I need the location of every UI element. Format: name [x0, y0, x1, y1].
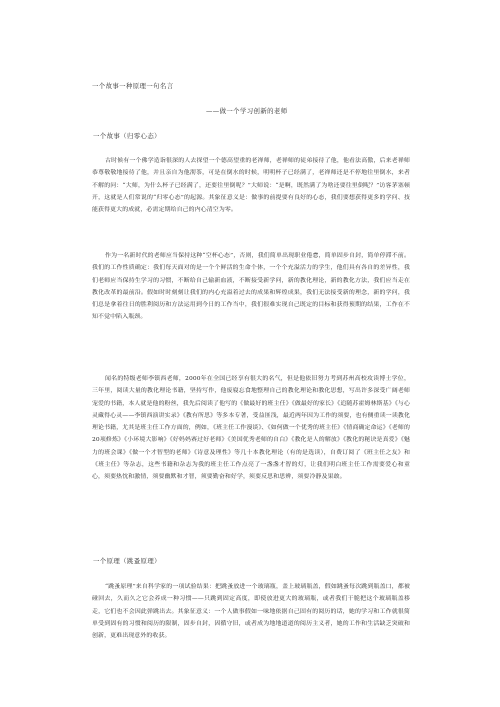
body-paragraph: 古时候有一个佛学造诣很深的人去探望一个德高望重的老禅师，老禅师的徒弟接待了他，他看法高傲，后来老禅师恭尊敬敬地接待了他，并且亲自为他沏茶，可是在倒水的时候，明明杯子已经满了，老禅师还是不停地往里倒水，来者不解的问：“大师，为什么杯子已经满了，还要往里倒呢？”大师说：“是啊，既然满了为啥还要往里倒呢？”访客茅塞顿开，这就是人们常说的“归零心态”的起源。其象征意义是：做事的前提要有良好的心态，我们要想获得更多的学问、技能获得更大的成就，必需定期给自己的内心清空为零。	[92, 158, 410, 214]
section-heading-principle: 一个原理（跳蚤原理）	[93, 557, 161, 565]
body-paragraph: 闻名的特级老师李镇西老师，2000年在全国已经享有很大的名气，但是他依旧努力考到苏州高校攻读博士学位，三年里，阅读大量的教化理论书籍，坚持写作，他废寝忘食地整理自己的教化理论和教化思想，写出许多深受广阔老师宠爱的书籍，本人就是他的粉丝，我先后阅读了他写的《做最好的班主任》《做最好的家长》《追随苏霍姆林斯基》《与心灵藏得心灵——李镇西演讲实录》《教有所思》等多本专著，受益匪浅，最近两年因为工作的须要，也有侧重读一读教化理论书籍，尤其是班主任工作方面的，例如，《班主任工作漫谈》、《如何做一个优秀的班主任》《情商确定命运》《老师的20项修炼》《小环境大影响》《好妈妈赛过好老师》《美国优秀老师的自白》《教化是人的解放》《教化的秘诀是真爱》《魅力的班会课》《做一个才智型的老师》《诗意及理性》等几十本教化理论（有的是选读），自费订阅了《班主任之友》和《班主任》等杂志，这些书籍和杂志为我的班主任工作点亮了一盏盏才智的灯，让我们明白班主任工作需要爱心和童心，须要热忱和激情，须要幽默和才智，须要勤奋和好学，须要反思和思辨，须要冷静及果敢。	[92, 376, 410, 481]
document-subtitle: ——做一个学习创新的老师	[206, 107, 288, 115]
body-paragraph: “跳蚤原理”来自科学家的一项试验结果：把跳蚤放进一个玻璃瓶，盖上玻璃瓶盖，假如跳蚤每次跳到瓶盖口，都被碰回去，久而久之它会养成一种习惯——只跳到固定高度，即使放进更大的玻璃瓶，或者我们干脆把这个玻璃瓶盖移走，它们也不会因此弹跳出去。其象征意义：一个人做事假如一味地依据自己固有的阅历的话，她的学习和工作就很简单受到固有的习惯和阅历的限制，固步自封，因循守旧，或者成为地地道道的阅历主义者，她的工作和生活缺乏突破和创新，更难出现意外的收获。	[92, 584, 411, 640]
document-title: 一个故事一种原理一句名言	[92, 82, 174, 90]
body-paragraph: 作为一名新时代的老师应当保持这种“空杯心态”，否则，我们简单出现职业倦怠，简单固步自封，简单停滞不前。我们的工作性质确定：我们每天面对的是一个个鲜活的生命个体，一个个充溢活力的学生，他们具有各自的差异性，我们老师应当保持生学习的习惯，不断给自己输新血液，不断接受新学问，新的教化理论，新的教化方法，我们应当走在教化改革的最前沿。假如时时刻刻让我们的内心充溢着过去的成果和辉煌成果，我们无法接受新的理念，新的学问，我们总是拿着往日的胜利阅历和方法运用到今日的工作当中，我们很难实现自己既定的目标和获得预期的结果，工作在不知不觉中陷入瓶颈。	[92, 253, 410, 321]
section-heading-story: 一个故事（归零心态）	[93, 132, 161, 140]
